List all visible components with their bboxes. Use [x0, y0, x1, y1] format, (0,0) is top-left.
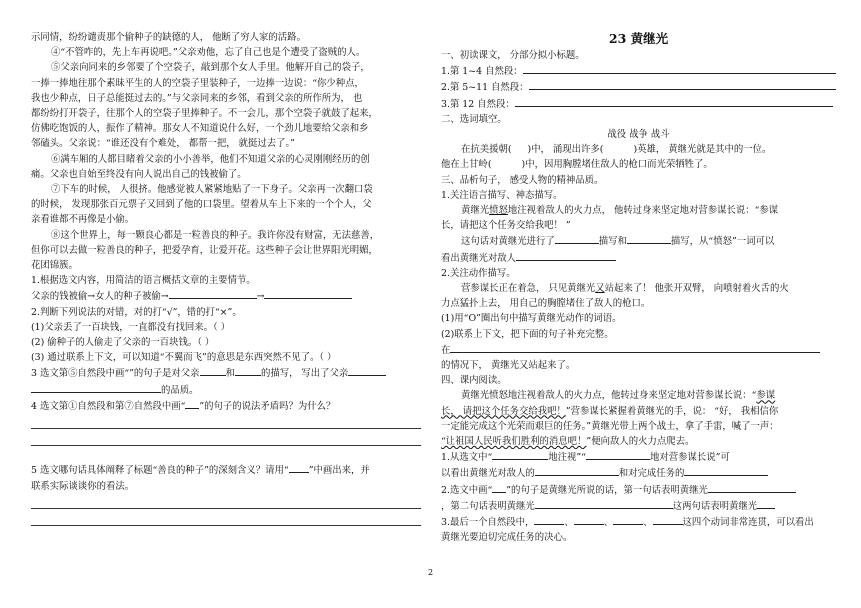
question-5-cont: 联系实际谈谈你的看法。: [31, 480, 135, 492]
answer-blank[interactable]: [653, 514, 683, 525]
quote-text: 地注视着敌人的火力点， 他转过身来坚定地对营参谋长说：“参谋: [507, 205, 779, 217]
passage-wavy: 参谋: [756, 390, 776, 402]
answer-blank[interactable]: [31, 382, 161, 393]
passage-text: ”营参谋长紧握着黄继光的手，说： “好， 我相信你: [565, 405, 779, 417]
answer-blank[interactable]: [586, 449, 650, 460]
reading-passage: [441, 434, 836, 449]
question-text: 1.从选文中“: [441, 452, 493, 464]
answer-blank[interactable]: [523, 63, 836, 74]
section-4-heading: 四、课内阅读。: [441, 375, 507, 387]
quoted-sentence: [441, 281, 836, 296]
question-text: 地注视”“: [548, 452, 586, 464]
section-1-item: [441, 79, 836, 95]
answer-blank[interactable]: [264, 288, 352, 299]
passage-line: 都纷纷打开袋子，往那个人的空袋子里捧种子。不一会儿，那个空袋子就鼓了起来，: [31, 108, 378, 120]
answer-blank[interactable]: [348, 365, 386, 376]
question-1-answer: [31, 288, 421, 304]
question-4-text: 4 选文第①自然段和第⑦自然段中画“: [31, 400, 186, 412]
question-text: ”的句子是黄继光所说的话，第一句话表明黄继光: [506, 484, 708, 496]
question-text: 这四个动词非常连贯，可以看出: [682, 517, 814, 529]
answer-sentence: [441, 250, 836, 266]
reading-passage: [441, 388, 836, 403]
quote-text: 黄继光: [461, 205, 490, 217]
answer-blank[interactable]: [708, 482, 796, 493]
passage-text: 黄继光愤怒地注视着敌人的火力点，他转过身来坚定地对营参谋长说：“: [461, 390, 757, 402]
section-1-item: [441, 96, 836, 112]
question-3-text: 和: [225, 368, 235, 380]
reading-question-3: [441, 514, 836, 530]
passage-wavy: “让祖国人民听我们胜利的消息吧！: [441, 436, 587, 448]
question-text: 3.最后一个自然段中，: [441, 517, 535, 529]
task-text: 在: [441, 344, 451, 356]
underline-mark: [492, 482, 506, 493]
sentence-text: 在抗美援朝(: [461, 144, 512, 156]
answer-line[interactable]: [31, 511, 421, 526]
question-5: [31, 462, 421, 478]
answer-blank[interactable]: [529, 79, 836, 90]
passage-line: ⑥满车厢的人都目睹着父亲的小小善举，他们不知道父亲的心灵刚刚经历的创: [51, 153, 370, 165]
sentence-text: )英雄， 黄继光就是其中的一位。: [633, 144, 772, 156]
passage-line: 邻磕头。父亲说：“谁还没有个难处， 都帮一把， 就挺过去了。”: [31, 138, 295, 150]
item-label: 3.第 12 自然段：: [441, 98, 515, 110]
question-5-text: ”中画出来，并: [308, 465, 370, 477]
plot-arrow: →: [256, 291, 265, 303]
lesson-title: 23 黄继光: [608, 31, 669, 46]
question-5-text: 5 选文哪句话具体阐释了标题“善良的种子”的深刻含义？请用“: [31, 465, 289, 477]
reading-question-3-cont: 黄继光要迫切完成任务的决心。: [441, 532, 573, 544]
answer-line[interactable]: [31, 431, 421, 446]
quoted-sentence: 力点猛扑上去， 用自己的胸膛堵住了敌人的枪口。: [441, 298, 651, 310]
section-3-heading: 三、品析句子， 感受人物的精神品质。: [441, 174, 604, 186]
question-2-item: (2) 偷种子的人偷走了父亲的一百块钱。（ ）: [31, 337, 215, 349]
passage-line: 一捧一捧地往那个素昧平生的人的空袋子里装种子，一边捧一边说：“你少种点，: [31, 77, 364, 89]
separator: 、: [603, 517, 614, 529]
question-3-text: 的品质。: [161, 384, 199, 396]
quoted-sentence: 长，请把这个任务交给我吧！ ”: [441, 220, 571, 232]
answer-line[interactable]: [31, 494, 421, 509]
fill-sentence: [441, 157, 836, 172]
question-2-item: (3) 通过联系上下文，可以知道“不翼而飞”的意思是东西突然不见了。（ ）: [31, 352, 337, 364]
reading-question-1-cont: [441, 465, 836, 481]
story-passage: [31, 30, 421, 273]
answer-text: 描写和: [598, 236, 627, 248]
answer-blank[interactable]: [535, 498, 673, 509]
answer-blank[interactable]: [535, 465, 619, 476]
answer-blank[interactable]: [555, 233, 599, 244]
quote-underlined: 愤怒: [489, 205, 508, 217]
underline-mark: [185, 398, 199, 409]
passage-line: 示同情，纷纷谴责那个偷种子的缺德的人， 他断了穷人家的活路。: [31, 32, 306, 43]
passage-line: 我也少种点，日子总能挺过去的。”与父亲同来的乡邻，看到父亲的所作所为， 也: [31, 92, 363, 104]
passage-line: 痛。父亲也自始至终没有向人说出自己的钱被偷了。: [31, 168, 247, 180]
answer-blank[interactable]: [450, 342, 820, 353]
answer-blank[interactable]: [534, 514, 564, 525]
right-column: [441, 30, 836, 546]
question-2: 2.判断下列说法的对错，对的打“√”，错的打“×”。: [31, 306, 242, 318]
answer-blank[interactable]: [169, 288, 257, 299]
answer-line[interactable]: [31, 414, 421, 429]
question-text: ，第二句话表明黄继光: [441, 500, 535, 512]
passage-line: ④“不管咋的，先上车再说吧。”父亲劝他，忘了自己也是个遭受了盗贼的人。: [51, 47, 366, 59]
question-1: 1.根据选文内容，用简洁的语言概括文章的主要情节。: [31, 275, 256, 287]
sentence-text: 他在上甘岭(: [441, 159, 492, 171]
page-number: 2: [427, 568, 434, 577]
answer-blank[interactable]: [516, 250, 616, 261]
reading-question-2: [441, 482, 836, 498]
plot-chain-text: 父亲的钱被偷→女人的种子被偷→: [31, 291, 169, 303]
reading-question-2-cont: [441, 498, 836, 514]
item-label: 2.第 5~11 自然段：: [441, 82, 529, 94]
answer-blank[interactable]: [235, 365, 261, 376]
answer-blank[interactable]: [757, 498, 775, 509]
task-item: (2)联系上下文，把下面的句子补充完整。: [441, 328, 614, 340]
answer-text: 看出黄继光对敌人: [441, 252, 517, 264]
passage-line: 的时候， 发现那张百元票子又回到了他的口袋里。望着从车上下来的一个个人，父: [31, 199, 372, 211]
answer-text: 这句话对黄继光进行了: [461, 236, 555, 248]
section-1-heading: 一、初读课文， 分部分拟小标题。: [441, 50, 585, 61]
quoted-sentence: [441, 203, 836, 218]
question-text: 以看出黄继光对敌人的: [441, 468, 535, 480]
answer-blank[interactable]: [613, 514, 643, 525]
answer-sentence: [441, 233, 836, 249]
passage-line: 亲看谁都不再像是小偷。: [31, 214, 135, 226]
reading-question-1: [441, 449, 836, 465]
quote-text: 营参谋长正在着急， 只见黄继光: [461, 283, 596, 295]
answer-blank[interactable]: [492, 449, 548, 460]
task-fill: [441, 342, 836, 358]
separator: 、: [564, 517, 574, 529]
answer-blank[interactable]: [627, 233, 671, 244]
sentence-text: )中， 涌现出许多(: [527, 144, 604, 156]
subquestion-heading: 2.关注动作描写。: [441, 267, 516, 279]
question-3-text: 的描写， 写出了父亲: [260, 368, 349, 380]
reading-passage: 一定能完成这个光荣而艰巨的任务。”黄继光带上两个战士，拿了手雷，喊了一声：: [441, 420, 779, 432]
question-2-item: (1)父亲丢了一百块钱，一直都没有找回来。（ ）: [31, 321, 231, 333]
sentence-text: )中，因用胸膛堵住敌人的枪口而光荣牺牲了。: [521, 159, 713, 171]
answer-blank[interactable]: [684, 465, 768, 476]
left-column: [31, 30, 421, 528]
question-text: 地对营参谋长说”可: [649, 452, 730, 464]
subquestion-heading: 1.关注语言描写、神态描写。: [441, 189, 563, 201]
question-4-text: ”的句子的说法矛盾吗？为什么？: [199, 400, 336, 412]
passage-line: 但你可以去做一粒善良的种子，把爱孕育，让爱开花。这些种子会让世界阳光明媚，: [31, 244, 378, 256]
fill-sentence: [441, 142, 836, 157]
passage-line: 花团锦簇。: [31, 260, 78, 272]
section-2-heading: 二、选词填空。: [441, 113, 507, 125]
passage-line: 仿佛吃饱饭的人，振作了精神。那女人不知道说什么好，一个劲儿地要给父亲和乡: [31, 123, 369, 135]
question-3: [31, 365, 421, 381]
answer-text: 描写，从“愤怒”一词可以: [670, 236, 775, 248]
answer-blank[interactable]: [200, 365, 226, 376]
quote-text: 站起来了！ 他张开双臂， 向喷射着火舌的火: [604, 283, 789, 295]
separator: 、: [643, 517, 653, 529]
question-4: [31, 398, 421, 414]
answer-blank[interactable]: [574, 514, 604, 525]
passage-wavy: 长， 请把这个任务交给我吧！: [441, 405, 566, 417]
question-3-text: 3 选文第⑤自然段中画“”的句子是对父亲: [31, 368, 200, 380]
word-bank: 战役 战争 战斗: [607, 129, 670, 141]
underline-mark: [289, 462, 309, 473]
section-1-item: [441, 63, 836, 79]
answer-blank[interactable]: [515, 96, 833, 107]
item-label: 1.第 1~4 自然段：: [441, 66, 523, 78]
passage-text: ”便向敌人的火力点爬去。: [586, 436, 695, 448]
question-text: 这两句话表明黄继光: [672, 500, 758, 512]
quote-underlined: 又: [595, 283, 605, 295]
question-text: 和对完成任务的: [618, 468, 685, 480]
task-fill: 的情况下， 黄继光又站起来了。: [441, 360, 576, 372]
question-text: 2.选文中画“: [441, 484, 493, 496]
reading-passage: [441, 404, 836, 419]
task-item: (1)用“O”圈出句中描写黄继光动作的词语。: [441, 313, 622, 325]
passage-line: ⑧这个世界上，每一颗良心都是一粒善良的种子。我许你没有财富，无法慈善，: [51, 229, 380, 241]
question-3-cont: [31, 382, 421, 398]
passage-line: ⑤父亲向同来的乡邻要了个空袋子，敲到那个女人手里。他解开自己的袋子，: [51, 62, 370, 74]
passage-line: ⑦下车的时候， 人很挤。他感觉被人紧紧地贴了一下身子。父亲再一次翻口袋: [51, 184, 373, 196]
